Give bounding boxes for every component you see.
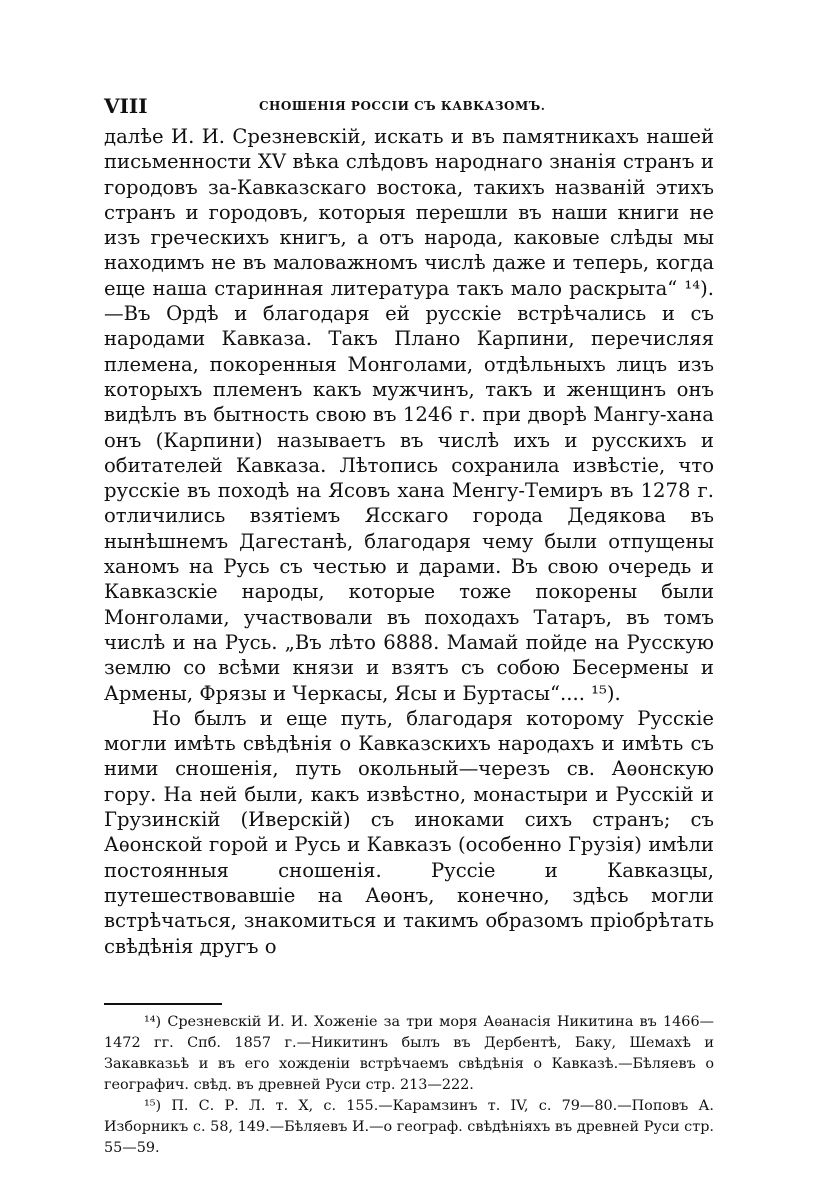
- page-number: VIII: [104, 94, 148, 118]
- footnotes: [104, 1012, 714, 1159]
- footnote-14: ¹⁴) Срезневскій И. И. Хоженіе за три моря Аѳанасія Никитина въ 1466—1472 гг. Спб. 1857 г.—Никитинъ былъ въ Дербентѣ, Баку, Шемахѣ и Закавказьѣ и въ его хожденіи встрѣчаемъ свѣдѣнія о Кавказѣ.—Бѣляевъ о географич. свѣд. въ древней Руси стр. 213—222.: [104, 1014, 714, 1093]
- main-text: [104, 124, 714, 959]
- footnote-divider: [104, 1003, 222, 1005]
- paragraph-1: далѣе И. И. Срезневскій, искать и въ памятникахъ нашей письменности XV вѣка слѣдовъ народнаго знанія странъ и городовъ за-Кавказскаго востока, такихъ названій этихъ странъ и городовъ, которыя перешли въ наши книги не изъ греческихъ книгъ, а отъ народа, каковые слѣды мы находимъ не въ маловажномъ числѣ даже и теперь, когда еще наша старинная литература такъ мало раскрыта“ ¹⁴).—Въ Ордѣ и благодаря ей русскіе встрѣчались и съ народами Кавказа. Такъ Плано Карпини, перечисляя племена, покоренныя Монголами, отдѣльныхъ лицъ изъ которыхъ племенъ какъ мужчинъ, такъ и женщинъ онъ видѣлъ въ бытность свою въ 1246 г. при дворѣ Мангу-хана онъ (Карпини) называетъ въ числѣ ихъ и русскихъ и обитателей Кавказа. Лѣтопись сохранила извѣстіе, что русскіе въ походѣ на Ясовъ хана Менгу-Темиръ въ 1278 г. отличились взятіемъ Ясскаго города Дедякова въ нынѣшнемъ Дагестанѣ, благодаря чему были отпущены ханомъ на Русь съ честью и дарами. Въ свою очередь и Кавказскіе народы, которые тоже покорены были Монголами, участвовали въ походахъ Татаръ, въ томъ числѣ и на Русь. „Въ лѣто 6888. Мамай пойде на Русскую землю со всѣми князи и взятъ съ собою Бесермены и Армены, Фрязы и Черкасы, Ясы и Буртасы“.... ¹⁵).: [104, 125, 714, 705]
- footnote-15: ¹⁵) П. С. Р. Л. т. X, с. 155.—Карамзинъ т. IV, с. 79—80.—Поповъ А. Изборникъ с. 58, 149.—Бѣляевъ И.—о географ. свѣдѣніяхъ въ древней Руси стр. 55—59.: [104, 1098, 714, 1156]
- paragraph-2: Но былъ и еще путь, благодаря которому Русскіе могли имѣть свѣдѣнія о Кавказскихъ народахъ и имѣть съ ними сношенія, путь окольный—черезъ св. Аѳонскую гору. На ней были, какъ извѣстно, монастыри и Русскій и Грузинскій (Иверскій) съ иноками сихъ странъ; съ Аѳонской горой и Русь и Кавказъ (особенно Грузія) имѣли постоянныя сношенія. Руссіе и Кавказцы, путешествовавшіе на Аѳонъ, конечно, здѣсь могли встрѣчаться, знакомиться и такимъ образомъ пріобрѣтать свѣдѣнія другъ о: [104, 706, 714, 958]
- running-head: СНОШЕНІЯ РОССІИ СЪ КАВКАЗОМЪ.: [259, 99, 546, 113]
